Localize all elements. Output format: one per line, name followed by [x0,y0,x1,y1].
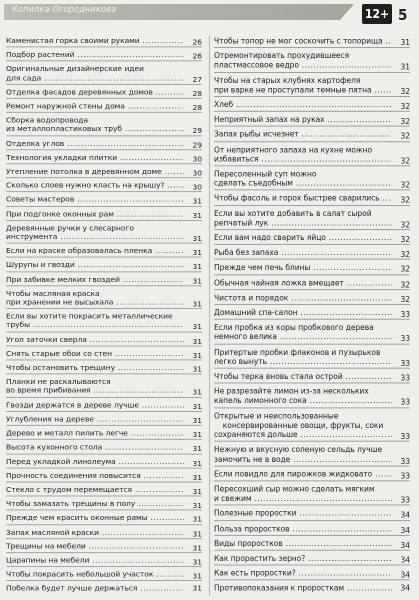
toc-entry-line: Подбор растений ..... [6,50,184,59]
toc-entry-title [6,400,202,409]
toc-entry-line: сохраняются дольше ..... [214,430,392,439]
toc-entry-line: Домашний спа-салон ..... [214,308,392,317]
toc-entry-line: Чтобы на старых клубнях картофеля [214,75,361,85]
toc-entry-line: Каменистая горка своими руками ..... [6,36,184,45]
toc-entry-page: 31 [192,196,202,206]
toc-entry-page: 31 [192,416,202,425]
toc-entry [6,457,202,469]
toc-entry-line: Противопоказания к проросткам ..... [214,583,392,592]
toc-entry-title [214,386,410,405]
toc-entry [214,445,410,467]
toc-entry-title [214,538,410,550]
toc-entry-title [214,36,410,48]
toc-entry-page: 32 [400,155,410,166]
toc-entry [214,100,410,112]
toc-entry [214,508,410,520]
toc-entry-line: Снять старые обои со стен ..... [6,349,184,358]
toc-entry [214,278,410,290]
toc-entry-title [6,457,202,466]
toc-entry-title [214,347,410,366]
toc-entry-page: 31 [192,529,202,538]
toc-entry [6,260,202,272]
toc-entry-page: 34 [400,583,410,593]
toc-entry-title [214,75,410,94]
toc-entry-title [6,64,202,82]
toc-entry-line: консервированные овощи, фрукты, соки [222,420,384,430]
toc-entry [6,312,202,332]
toc-entry-line: легко вынуть ..... [214,357,392,366]
toc-entry-line: Стекло с трудом перемещается ..... [6,485,184,494]
toc-entry-line: Обычная чайная ложка вмещает ..... [214,278,392,287]
toc-entry-line: Перед укладкой линолеума ..... [6,457,184,466]
toc-entry [6,223,202,243]
toc-entry-title [6,363,202,372]
toc-entry [6,50,202,62]
toc-entry-page: 33 [400,495,410,505]
toc-entry-page: 32 [400,234,410,244]
toc-entry-title [214,100,410,109]
toc-entry-title [6,223,202,241]
toc-entry-line: инструмента ..... [6,232,184,241]
toc-entry [214,233,410,245]
toc-entry [6,87,202,99]
toc-entry-page: 33 [400,333,410,344]
toc-entry [214,248,410,260]
toc-entry-page: 31 [192,458,202,468]
toc-entry-line: Сколько слоев нужно класть на крышу? ..... [6,181,184,190]
toc-entry [214,484,410,506]
toc-entry [6,181,202,193]
toc-entry-title [214,208,410,227]
toc-entry [214,386,410,408]
toc-entry-line: Открытые и неиспользованные [214,410,339,421]
toc-entry-title [6,556,202,565]
toc-entry-title [214,169,410,188]
toc-entry-title [6,153,202,162]
toc-entry-title [6,471,202,480]
toc-entry-line: Как есть проростки? ..... [214,568,392,577]
toc-entry [6,400,202,412]
toc-entry [6,485,202,497]
page-header [0,0,419,34]
toc-entry-title [6,349,202,358]
toc-entry-page: 26 [192,37,202,47]
toc-entry-line: Оригинальные дизайнерские идеи [6,64,144,73]
toc-entry [6,377,202,397]
toc-entry-page: 32 [400,131,410,141]
toc-entry-line: Царапины на мебели ..... [6,556,184,565]
toc-entry-page: 31 [192,387,202,397]
toc-entry [214,308,410,320]
toc-entry-line: При забивке мелких гвоздей ..... [6,275,184,284]
toc-entry-title [214,293,410,302]
toc-entry-page: 33 [400,470,410,481]
toc-entry-page: 32 [400,86,410,96]
toc-entry [6,363,202,375]
toc-entry-title [214,411,410,439]
toc-entry-title [214,263,410,272]
toc-entry-title [6,87,202,96]
section-title: Копилка Огородникова [12,5,117,15]
toc-entry [6,195,202,207]
toc-entry [6,556,202,568]
toc-entry-title [6,527,202,536]
toc-entry-line: Польза проростков ..... [214,523,392,532]
toc-entry-page: 31 [192,401,202,411]
toc-entry [6,335,202,347]
toc-entry-title [214,445,410,464]
toc-entry-line: Советы мастеров ..... [6,195,184,204]
toc-entry-line: Полезные проростки ..... [214,508,392,517]
toc-entry-line: при варке не проступали темные пятна ..... [214,85,392,94]
toc-entry [214,523,410,535]
toc-entry-page: 32 [400,249,410,259]
toc-entry [6,414,202,426]
toc-entry [214,145,410,167]
toc-entry-title [214,248,410,257]
toc-entry-page: 31 [192,500,202,510]
toc-entry [6,542,202,554]
toc-entry-line: Притертые пробки флаконов и пузырьков [214,347,381,357]
toc-entry-page: 31 [192,472,202,482]
toc-entry [6,209,202,221]
toc-entry-line: при хранении не высыхала ..... [6,298,184,307]
toc-entry-line: для сада ..... [6,73,184,82]
toc-entry-line: Чтобы топор не мог соскочить с топорища ..... [214,36,392,45]
toc-entry-page: 31 [192,486,202,496]
toc-entry-title [214,583,410,592]
toc-entry-page: 31 [400,37,410,48]
toc-entry-title [214,568,410,580]
toc-entry [6,139,202,151]
toc-entry-title [6,377,202,395]
toc-entry-page: 31 [192,583,202,593]
toc-entry-line: Шурупы и гвозди ..... [6,260,184,269]
toc-entry-title [6,116,202,134]
toc-entry-title [214,553,410,565]
toc-entry-line: избавиться ..... [214,154,392,163]
toc-entry-page: 32 [400,180,410,190]
toc-entry-title [214,233,410,242]
toc-entry [214,568,410,580]
toc-entry-page: 34 [400,525,410,535]
toc-entry-line: Планки не раскалываются [6,377,111,386]
toc-entry-title [6,584,202,593]
toc-entry-line: Отремонтировать прохудившееся [214,50,350,61]
toc-entry [6,275,202,287]
toc-entry-page: 29 [192,140,202,150]
toc-entry-title [214,484,410,503]
toc-entry [214,115,410,127]
toc-entry-page: 26 [192,51,202,61]
toc-entry-page: 27 [192,74,202,84]
toc-entry [6,527,202,539]
toc-entry-line: капель лимонного сока ..... [214,396,392,405]
toc-entry-title [6,101,202,110]
toc-entry-page: 31 [192,571,202,581]
toc-entry-page: 31 [192,350,202,360]
toc-entry-line: Рыба без запаха ..... [214,248,392,257]
toc-entry [214,583,410,592]
toc-entry-page: 31 [192,322,202,332]
toc-entry-line: замочить не в воде ..... [214,454,392,463]
toc-entry-title [214,323,410,342]
toc-entry-page: 33 [400,431,410,441]
toc-entry-title [6,246,202,255]
toc-entry-line: Угол заточки сверла ..... [6,335,184,344]
toc-entry-page: 28 [192,89,202,98]
toc-entry-page: 31 [192,515,202,524]
toc-entry-line: немного велика ..... [214,332,392,341]
toc-entry-page: 31 [192,336,202,346]
toc-entry-title [6,542,202,551]
toc-entry-line: Чтобы замазать трещины в полу ..... [6,499,184,508]
toc-entry [6,246,202,258]
toc-entry [214,323,410,345]
toc-entry-title [214,145,410,164]
toc-entry-line: Утепление потолка в деревянном доме ..... [6,167,184,176]
toc-entry [214,75,410,97]
toc-entry-line: трубы ..... [6,321,184,330]
toc-entry-title [6,260,202,269]
toc-entry-title [6,570,202,579]
toc-right-column [214,36,410,596]
toc-entry-page: 30 [192,168,202,178]
toc-entry-line: Прежде чем печь блины ..... [214,263,392,272]
toc-entry-page: 34 [400,510,410,520]
toc-entry-title [6,181,202,190]
toc-entry-line: Если повидло для пирожков жидковато ..... [214,469,392,478]
toc-entry-line: сделать съедобным ..... [214,179,392,188]
toc-entry-line: Прежде чем красить оконные рамы ..... [6,513,184,522]
age-rating-badge: 12+ [362,4,392,24]
toc-entry-title [6,209,202,218]
toc-entry-line: из металлопластиковых труб ..... [6,124,184,133]
toc-entry-title [214,130,410,139]
toc-entry-line: Отделка фасадов деревянных домов ..... [6,87,184,96]
toc-entry [214,51,410,73]
toc-entry-page: 32 [400,264,410,274]
toc-entry [214,371,410,383]
toc-entry [214,169,410,191]
toc-entry-line: Если вам надо сварить яйцо ..... [214,233,392,242]
column-divider [209,36,210,596]
toc-entry-page: 32 [400,101,410,111]
toc-entry-title [6,195,202,204]
toc-entry-title [6,289,202,307]
toc-entry [6,471,202,483]
toc-entry-page: 31 [192,233,202,243]
toc-entry-line: Высота кухонного стола ..... [6,443,184,452]
toc-entry-line: Хлеб ..... [214,100,392,109]
toc-entry-page: 30 [192,154,202,164]
toc-entry-page: 31 [400,62,410,72]
page-number: 5 [398,6,408,24]
toc-entry-line: Нежную и вкусную соленую сельдь лучше [214,444,383,454]
toc-entry-line: Ремонт наружной стены дома ..... [6,101,184,110]
toc-entry-title [214,371,410,383]
toc-entry-page: 31 [192,364,202,374]
toc-entry-title [6,513,202,522]
toc-entry-line: Чтобы фасоль и горох быстрее сварились ..... [214,193,392,202]
toc-entry-page: 31 [192,543,202,552]
toc-entry-title [214,193,410,205]
toc-entry-page: 33 [400,397,410,407]
toc-entry-line: Чтобы терка вновь стала острой ..... [214,371,392,380]
toc-entry-line: Углубления на дереве ..... [6,414,184,423]
toc-entry-line: Если вы хотите добавить в салат сырой [214,208,372,218]
toc-entry [214,293,410,305]
toc-entry [6,443,202,455]
toc-entry [6,499,202,511]
toc-entry [6,64,202,84]
toc-entry-line: Пересоленный суп можно [214,169,317,179]
toc-entry-page: 31 [192,248,202,257]
toc-entry [214,263,410,275]
toc-entry [6,116,202,136]
toc-entry-page: 34 [400,570,410,580]
toc-entry-page: 34 [400,555,410,565]
toc-entry-line: Виды проростков ..... [214,538,392,547]
toc-entry [214,36,410,48]
toc-entry-line: Трещины на мебели ..... [6,542,184,551]
toc-entry-title [214,508,410,520]
toc-entry [214,130,410,142]
toc-entry-line: во время прибивания ..... [6,386,184,395]
toc-entry [6,349,202,361]
toc-entry [6,167,202,179]
toc-entry-line: Прочность соединения повысится ..... [6,471,184,480]
toc-entry-line: Если на краске образовалась пленка ..... [6,246,184,255]
toc-entry-page: 31 [192,557,202,567]
toc-entry [214,208,410,230]
toc-entry-title [6,50,202,59]
toc-entry-title [6,443,202,452]
toc-entry-line: Как прорастить зерно? ..... [214,553,392,562]
toc-left-column [6,36,202,595]
toc-entry-page: 32 [400,219,410,229]
toc-entry-page: 31 [192,444,202,454]
toc-entry-page: 30 [192,182,202,192]
toc-entry-line: Чтобы остановить трещину ..... [6,363,184,372]
toc-entry-line: Отделка углов ..... [6,139,184,148]
toc-entry-line: Не разрезайте лимон из-за нескольких [214,386,369,396]
toc-entry-title [214,469,410,481]
toc-entry-page: 31 [192,430,202,439]
toc-entry-line: Если пробка из коры пробкового дерева [214,322,374,332]
toc-entry-line: пластмассовое ведро ..... [214,60,392,69]
toc-entry [214,347,410,369]
toc-entry-page: 33 [400,455,410,466]
toc-entry-line: Побелка будет лучше держаться ..... [6,584,184,593]
toc-entry-title [6,499,202,508]
toc-entry-page: 31 [192,276,202,286]
toc-entry-page: 32 [400,279,410,289]
toc-entry-title [6,167,202,176]
toc-entry [6,428,202,440]
toc-entry-title [6,275,202,284]
toc-entry [6,153,202,165]
toc-entry [214,538,410,550]
toc-entry-title [6,428,202,437]
toc-entry [6,570,202,582]
toc-entry [6,101,202,113]
toc-entry-line: От неприятного запаха на кухне можно [214,144,373,154]
toc-entry-title [6,485,202,494]
toc-entry-line: Чтобы масляная краска [6,288,100,298]
toc-entry [214,193,410,205]
toc-entry [6,289,202,309]
toc-entry-title [214,115,410,124]
toc-entry-line: Чтобы покрасить небольшой участок ..... [6,570,184,579]
toc-entry-title [214,523,410,535]
toc-entry-title [214,278,410,287]
toc-entry-page: 29 [192,126,202,135]
toc-entry-line: Пересохший сыр можно сделать мягким [214,484,375,494]
toc-entry-line: Технология укладки плитки ..... [6,153,184,162]
toc-entry-page: 28 [192,103,202,112]
toc-entry-page: 31 [192,299,202,309]
toc-entry-line: При подгонке оконных рам ..... [6,209,184,218]
toc-entry-title [6,312,202,330]
toc-entry-page: 31 [192,210,202,220]
toc-entry-line: Неприятный запах на руках ..... [214,115,392,124]
toc-entry-line: и свежим ..... [214,493,392,502]
toc-entry-title [6,335,202,344]
toc-entry [6,513,202,525]
toc-entry [6,584,202,593]
toc-entry-line: Если вы хотите покрасить металлические [6,311,173,321]
toc-entry-line: Гвозди держатся в дереве лучше ..... [6,400,184,409]
toc-entry-page: 33 [400,358,410,368]
toc-entry-title [6,139,202,148]
toc-entry-page: 32 [400,116,410,126]
toc-entry-page: 31 [192,262,202,271]
toc-entry-line: Дерево и металл пилить легче ..... [6,428,184,437]
toc-entry [214,553,410,565]
toc-entry-title [214,308,410,317]
toc-entry [6,36,202,48]
toc-entry-title [6,36,202,45]
toc-entry-title [214,51,410,70]
toc-entry-line: Сборка водопровода [6,115,89,125]
toc-entry-page: 32 [400,195,410,205]
toc-entry-line: Запах рыбы исчезнет ..... [214,130,392,139]
toc-entry [214,469,410,481]
toc-entry-line: репчатый лук ..... [214,218,392,227]
toc-entry-page: 33 [400,309,410,319]
toc-entry-line: Деревянные ручки у слесарного [6,223,134,233]
toc-entry-page: 34 [400,540,410,550]
toc-entry-line: Чистота и порядок ..... [214,293,392,302]
toc-entry-line: Запах масляной краски ..... [6,527,184,536]
toc-entry-page: 33 [400,373,410,383]
toc-entry-title [6,414,202,423]
toc-entry [214,411,410,442]
toc-entry-page: 32 [400,294,410,304]
